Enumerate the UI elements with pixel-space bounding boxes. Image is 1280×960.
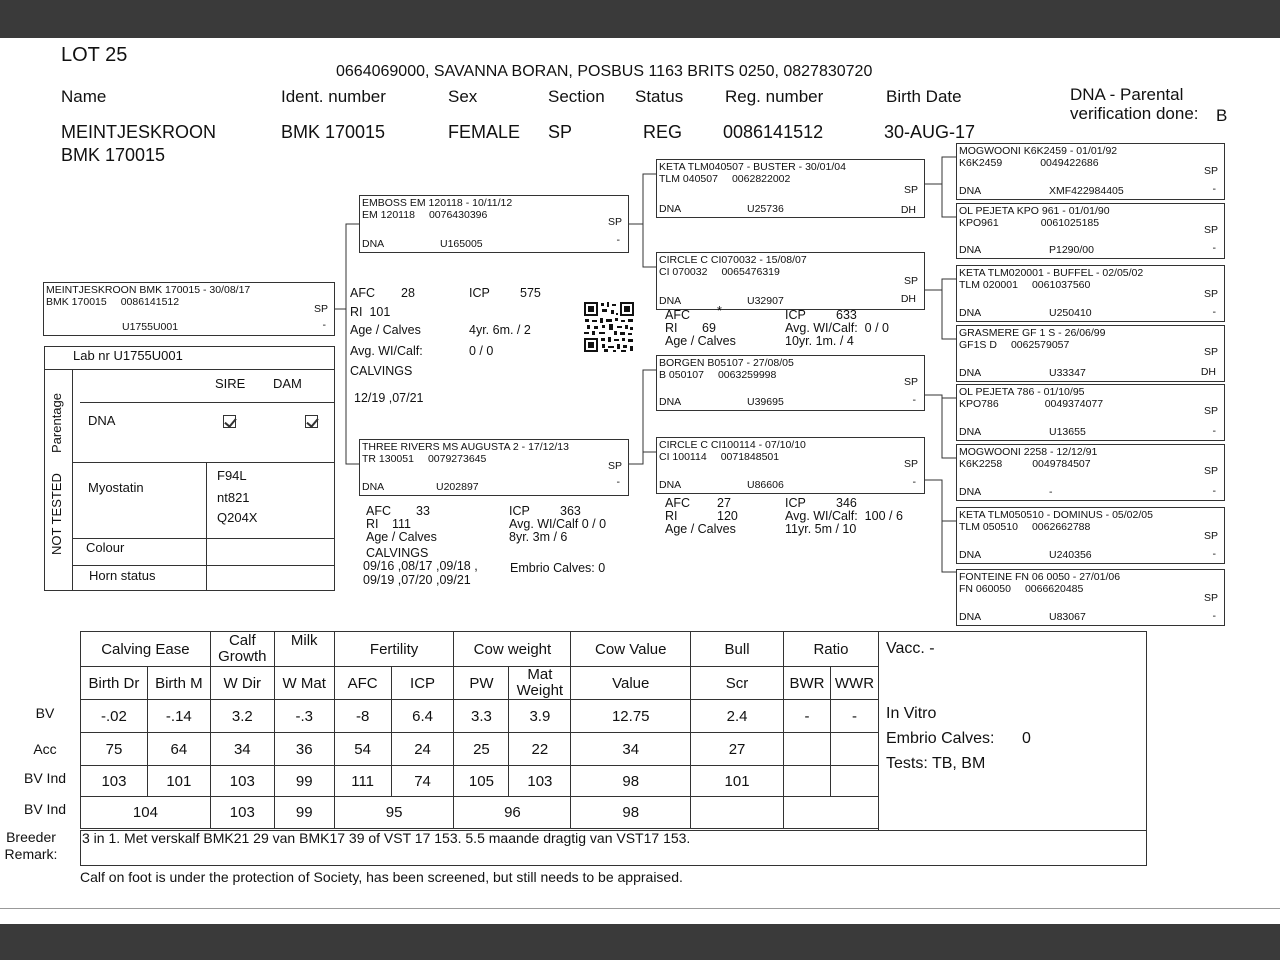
g3-section: SP bbox=[1203, 288, 1218, 300]
bvind-cell bbox=[830, 766, 878, 797]
subject-afc-label: AFC bbox=[350, 286, 375, 300]
subject-calvings-label: CALVINGS bbox=[350, 364, 413, 378]
acc-cell bbox=[783, 733, 830, 766]
animal-reg: 0086141512 bbox=[723, 122, 824, 142]
dam-icp: 363 bbox=[560, 504, 581, 518]
row-label-bvind-2: BV Ind bbox=[23, 801, 67, 817]
breeder-contact: 0664069000, SAVANNA BORAN, POSBUS 1163 BRITS 0250, 0827830720 bbox=[336, 63, 873, 80]
dam-icp-label: ICP bbox=[509, 504, 530, 518]
embrio-calves-label: Embrio Calves: bbox=[886, 730, 995, 747]
g8-dna-label: DNA bbox=[959, 611, 982, 623]
g4-title: GRASMERE GF 1 S - 26/06/99 bbox=[959, 327, 1106, 339]
g2-dna-label: DNA bbox=[959, 244, 982, 256]
dam-embrio-calves: Embrio Calves: 0 bbox=[510, 561, 606, 575]
bvind2-cell: 95 bbox=[334, 797, 454, 829]
subject-title: MEINTJESKROON BMK 170015 - 30/08/17 bbox=[46, 284, 251, 296]
g3-title: KETA TLM020001 - BUFFEL - 02/05/02 bbox=[959, 267, 1144, 279]
dam-age-label: Age / Calves bbox=[366, 530, 437, 544]
dam-ri: 111 bbox=[392, 517, 412, 531]
g1-ident: K6K2459 bbox=[959, 157, 1003, 169]
lab-dam: DAM bbox=[273, 376, 302, 391]
remark-label-2: Remark: bbox=[4, 846, 58, 862]
subject-icp: 575 bbox=[520, 286, 541, 300]
sire-dna: U165005 bbox=[440, 238, 483, 250]
sd-wi-label: Avg. WI/Calf: bbox=[785, 321, 858, 335]
dam-wi-row bbox=[509, 518, 606, 530]
g7-ext: - bbox=[1212, 548, 1216, 560]
sd-icp: 633 bbox=[836, 308, 857, 322]
bv-cell: 6.4 bbox=[391, 700, 454, 733]
sd-ri: 69 bbox=[702, 321, 716, 335]
acc-cell: 36 bbox=[274, 733, 334, 766]
dam-calvings-1: 09/16 ,08/17 ,09/18 , bbox=[363, 559, 478, 573]
bv-row bbox=[81, 700, 879, 733]
header-section: Section bbox=[548, 87, 605, 106]
bvind-cell: 105 bbox=[454, 766, 509, 797]
animal-ident: BMK 170015 bbox=[281, 122, 386, 142]
dam-dna: U202897 bbox=[436, 481, 479, 493]
row-label-bv: BV bbox=[35, 705, 55, 721]
dd-reg: 0071848501 bbox=[720, 451, 780, 463]
bvind-group-row bbox=[81, 797, 879, 829]
ss-section: SP bbox=[903, 184, 918, 196]
myostatin-q204x: Q204X bbox=[217, 510, 258, 525]
colour-label: Colour bbox=[86, 540, 125, 555]
dd-wi-label: Avg. WI/Calf: bbox=[785, 509, 858, 523]
dam-wi: 0 / 0 bbox=[581, 517, 607, 531]
subject-ri-label: RI bbox=[350, 305, 363, 319]
group-ratio: Ratio bbox=[783, 632, 878, 667]
dam-afc: 33 bbox=[416, 504, 430, 518]
subject-ri: 101 bbox=[369, 305, 391, 319]
lab-dna: DNA bbox=[88, 413, 116, 428]
ds-section: SP bbox=[903, 376, 918, 388]
g3-ext: - bbox=[1212, 306, 1216, 318]
header-dna-2: verification done: bbox=[1070, 104, 1199, 123]
acc-cell: 34 bbox=[571, 733, 691, 766]
ds-dna: U39695 bbox=[747, 396, 784, 408]
dd-icp-label: ICP bbox=[785, 496, 806, 510]
header-ident: Ident. number bbox=[281, 87, 386, 106]
sd-section: SP bbox=[903, 275, 918, 287]
group-calf-growth: Calf Growth bbox=[210, 632, 274, 667]
g6-ext: - bbox=[1212, 485, 1216, 497]
myostatin-label: Myostatin bbox=[88, 480, 144, 495]
ds-ident: B 050107 bbox=[659, 369, 704, 381]
subject-wi: 0 / 0 bbox=[469, 344, 494, 358]
ss-reg: 0062822002 bbox=[731, 173, 791, 185]
g3-ident: TLM 020001 bbox=[959, 279, 1018, 291]
acc-row bbox=[81, 733, 879, 766]
g6-ident: K6K2258 bbox=[959, 458, 1003, 470]
footer-note: Calf on foot is under the protection of Society, has been screened, but still needs to be appraised. bbox=[80, 869, 683, 885]
g8-reg: 0066620485 bbox=[1024, 583, 1084, 595]
subject-age: 4yr. 6m. / 2 bbox=[469, 323, 531, 337]
bv-cell: 3.9 bbox=[509, 700, 571, 733]
g7-title: KETA TLM050510 - DOMINUS - 05/02/05 bbox=[959, 509, 1153, 521]
sd-icp-label: ICP bbox=[785, 308, 806, 322]
g7-dna-label: DNA bbox=[959, 549, 982, 561]
dam-afc-label: AFC bbox=[366, 504, 391, 518]
bv-cell: -.3 bbox=[274, 700, 334, 733]
remark-label-1: Breeder bbox=[6, 829, 56, 845]
acc-cell: 27 bbox=[691, 733, 784, 766]
sire-ident: EM 120118 bbox=[362, 209, 415, 221]
in-vitro: In Vitro bbox=[886, 705, 937, 722]
dd-ident: CI 100114 bbox=[659, 451, 707, 463]
embrio-calves-value: 0 bbox=[1022, 730, 1031, 747]
acc-cell: 24 bbox=[391, 733, 454, 766]
col-bwr: BWR bbox=[783, 667, 830, 700]
sd-ident: CI 070032 bbox=[659, 266, 708, 278]
dd-age: 11yr. 5m / 10 bbox=[785, 522, 857, 536]
sd-title: CIRCLE C CI070032 - 15/08/07 bbox=[659, 254, 807, 266]
dd-dna-label: DNA bbox=[659, 479, 682, 491]
header-sex: Sex bbox=[448, 87, 478, 106]
sd-age: 10yr. 1m. / 4 bbox=[785, 334, 854, 348]
col-mat-weight: Mat Weight bbox=[509, 667, 571, 700]
bvind-cell: 74 bbox=[391, 766, 454, 797]
animal-name: MEINTJESKROON bbox=[61, 122, 217, 142]
bv-cell: -8 bbox=[334, 700, 391, 733]
subject-calvings: 12/19 ,07/21 bbox=[354, 391, 424, 405]
bv-cell: 2.4 bbox=[691, 700, 784, 733]
g2-reg: 0061025185 bbox=[1040, 217, 1100, 229]
g2-section: SP bbox=[1203, 224, 1218, 236]
header-name: Name bbox=[61, 87, 107, 106]
g8-dna: U83067 bbox=[1049, 611, 1086, 623]
sire-ext: - bbox=[616, 234, 620, 246]
sd-afc-label: AFC bbox=[665, 308, 690, 322]
g7-reg: 0062662788 bbox=[1031, 521, 1091, 533]
tests: Tests: TB, BM bbox=[886, 755, 986, 772]
g5-dna-label: DNA bbox=[959, 426, 982, 438]
bvind2-cell: 98 bbox=[571, 797, 691, 829]
g5-section: SP bbox=[1203, 405, 1218, 417]
ds-dna-label: DNA bbox=[659, 396, 682, 408]
header-reg: Reg. number bbox=[725, 87, 824, 106]
bv-cell: -.14 bbox=[147, 700, 210, 733]
sire-title: EMBOSS EM 120118 - 10/11/12 bbox=[362, 197, 513, 209]
bvind2-cell: 99 bbox=[274, 797, 334, 829]
ds-reg: 0063259998 bbox=[717, 369, 777, 381]
g3-dna-label: DNA bbox=[959, 307, 982, 319]
ds-title: BORGEN B05107 - 27/08/05 bbox=[659, 357, 794, 369]
animal-birth: 30-AUG-17 bbox=[884, 122, 976, 142]
g8-ident: FN 060050 bbox=[959, 583, 1011, 595]
dd-section: SP bbox=[903, 458, 918, 470]
g1-dna: XMF422984405 bbox=[1049, 185, 1124, 197]
g5-ident: KPO786 bbox=[959, 398, 999, 410]
sire-section: SP bbox=[607, 216, 622, 228]
g2-ext: - bbox=[1212, 242, 1216, 254]
g5-reg: 0049374077 bbox=[1044, 398, 1104, 410]
bvind-cell: 111 bbox=[334, 766, 391, 797]
group-cow-weight: Cow weight bbox=[454, 632, 571, 667]
bvind2-cell: 103 bbox=[210, 797, 274, 829]
subject-reg: 0086141512 bbox=[120, 296, 180, 308]
bvind-cell: 101 bbox=[691, 766, 784, 797]
g7-section: SP bbox=[1203, 530, 1218, 542]
dam-section: SP bbox=[607, 460, 622, 472]
horn-status-label: Horn status bbox=[89, 568, 156, 583]
group-cow-value: Cow Value bbox=[571, 632, 691, 667]
sd-wi-row bbox=[785, 322, 889, 334]
dam-age: 8yr. 3m / 6 bbox=[509, 530, 568, 544]
bvind-cell: 103 bbox=[210, 766, 274, 797]
g1-section: SP bbox=[1203, 165, 1218, 177]
lot-number: LOT 25 bbox=[61, 44, 128, 66]
subject-afc: 28 bbox=[401, 286, 415, 300]
subject-dna: U1755U001 bbox=[122, 321, 179, 333]
sd-dna: U32907 bbox=[747, 295, 784, 307]
subject-ident: BMK 170015 bbox=[46, 296, 107, 308]
dd-ext: - bbox=[912, 476, 916, 488]
col-birth-m: Birth M bbox=[147, 667, 210, 700]
g1-ext: - bbox=[1212, 183, 1216, 195]
sd-ext: DH bbox=[900, 293, 916, 305]
subject-icp-label: ICP bbox=[469, 286, 490, 300]
bv-cell: 12.75 bbox=[571, 700, 691, 733]
dam-ext: - bbox=[616, 476, 620, 488]
lab-number: Lab nr U1755U001 bbox=[73, 348, 183, 363]
vacc: Vacc. - bbox=[886, 640, 935, 657]
acc-cell: 22 bbox=[509, 733, 571, 766]
bv-cell: 3.2 bbox=[210, 700, 274, 733]
ss-dna-label: DNA bbox=[659, 203, 682, 215]
acc-cell: 25 bbox=[454, 733, 509, 766]
bvind2-cell bbox=[783, 797, 878, 829]
bvind-row bbox=[81, 766, 879, 797]
sd-wi: 0 / 0 bbox=[864, 321, 889, 335]
dd-dna: U86606 bbox=[747, 479, 784, 491]
subject-age-label: Age / Calves bbox=[350, 323, 421, 337]
bv-cell: - bbox=[830, 700, 878, 733]
breeding-value-table bbox=[80, 631, 879, 829]
group-fertility: Fertility bbox=[334, 632, 454, 667]
bv-cell: 3.3 bbox=[454, 700, 509, 733]
acc-cell: 34 bbox=[210, 733, 274, 766]
g6-dna-label: DNA bbox=[959, 486, 982, 498]
col-afc: AFC bbox=[334, 667, 391, 700]
bvind-cell: 98 bbox=[571, 766, 691, 797]
animal-name-2: BMK 170015 bbox=[61, 145, 166, 165]
dd-icp: 346 bbox=[836, 496, 857, 510]
g6-section: SP bbox=[1203, 465, 1218, 477]
g4-dna-label: DNA bbox=[959, 367, 982, 379]
g7-dna: U240356 bbox=[1049, 549, 1092, 561]
acc-cell: 64 bbox=[147, 733, 210, 766]
dam-ri-label: RI bbox=[366, 517, 379, 531]
ss-ident: TLM 040507 bbox=[659, 173, 718, 185]
g4-section: SP bbox=[1203, 346, 1218, 358]
bvind-cell bbox=[783, 766, 830, 797]
dd-title: CIRCLE C CI100114 - 07/10/10 bbox=[659, 439, 806, 451]
acc-cell: 75 bbox=[81, 733, 148, 766]
dd-afc: 27 bbox=[717, 496, 731, 510]
dd-ri: 120 bbox=[717, 509, 738, 523]
bv-cell: -.02 bbox=[81, 700, 148, 733]
g6-dna: - bbox=[1049, 486, 1053, 498]
sd-reg: 0065476319 bbox=[721, 266, 780, 278]
myostatin-f94l: F94L bbox=[217, 468, 247, 483]
dd-ri-label: RI bbox=[665, 509, 678, 523]
subject-ext: - bbox=[322, 319, 326, 331]
header-birth: Birth Date bbox=[886, 87, 962, 106]
dd-age-label: Age / Calves bbox=[665, 522, 736, 536]
dam-wi-label: Avg. WI/Calf bbox=[509, 517, 579, 531]
sd-age-label: Age / Calves bbox=[665, 334, 736, 348]
g2-title: OL PEJETA KPO 961 - 01/01/90 bbox=[959, 205, 1110, 217]
bvind-cell: 103 bbox=[509, 766, 571, 797]
sd-afc: * bbox=[717, 304, 722, 318]
animal-sex: FEMALE bbox=[448, 122, 521, 142]
ss-title: KETA TLM040507 - BUSTER - 30/01/04 bbox=[659, 161, 846, 173]
g1-dna-label: DNA bbox=[959, 185, 982, 197]
col-value: Value bbox=[571, 667, 691, 700]
dd-afc-label: AFC bbox=[665, 496, 690, 510]
acc-cell bbox=[830, 733, 878, 766]
group-milk: Milk bbox=[274, 632, 334, 667]
g4-reg: 0062579057 bbox=[1010, 339, 1070, 351]
g1-title: MOGWOONI K6K2459 - 01/01/92 bbox=[959, 145, 1118, 157]
g8-section: SP bbox=[1203, 592, 1218, 604]
remark-text: 3 in 1. Met verskalf BMK21 29 van BMK17 39 of VST 17 153. 5.5 maande dragtig van VST17 153. bbox=[82, 830, 691, 846]
g3-reg: 0061037560 bbox=[1031, 279, 1091, 291]
g7-ident: TLM 050510 bbox=[959, 521, 1018, 533]
g1-reg: 0049422686 bbox=[1040, 157, 1099, 169]
dam-ident: TR 130051 bbox=[362, 453, 414, 465]
bvind2-cell: 104 bbox=[81, 797, 211, 829]
row-label-acc: Acc bbox=[33, 741, 57, 757]
acc-cell: 54 bbox=[334, 733, 391, 766]
dam-calvings-2: 09/19 ,07/20 ,09/21 bbox=[363, 573, 471, 587]
bvind2-cell bbox=[691, 797, 784, 829]
dam-calvings-label: CALVINGS bbox=[366, 546, 429, 560]
g8-ext: - bbox=[1212, 610, 1216, 622]
sd-ri-label: RI bbox=[665, 321, 678, 335]
col-icp: ICP bbox=[391, 667, 454, 700]
dna-done-value: B bbox=[1216, 106, 1228, 125]
lab-sire: SIRE bbox=[215, 376, 246, 391]
ss-dna: U25736 bbox=[747, 203, 784, 215]
col-scr: Scr bbox=[691, 667, 784, 700]
bvind-cell: 103 bbox=[81, 766, 148, 797]
g4-ident: GF1S D bbox=[959, 339, 997, 351]
col-w-dir: W Dir bbox=[210, 667, 274, 700]
group-calving-ease: Calving Ease bbox=[81, 632, 211, 667]
g6-title: MOGWOONI 2258 - 12/12/91 bbox=[959, 446, 1098, 458]
col-pw: PW bbox=[454, 667, 509, 700]
subject-section: SP bbox=[313, 303, 328, 315]
g5-ext: - bbox=[1212, 425, 1216, 437]
bvind2-cell: 96 bbox=[454, 797, 571, 829]
dd-wi-row bbox=[785, 510, 903, 522]
parentage-label: Parentage bbox=[49, 393, 64, 453]
col-w-mat: W Mat bbox=[274, 667, 334, 700]
bvind-cell: 101 bbox=[147, 766, 210, 797]
subject-wi-label: Avg. WI/Calf: bbox=[350, 344, 423, 358]
dam-title: THREE RIVERS MS AUGUSTA 2 - 17/12/13 bbox=[362, 441, 569, 453]
dam-dna-label: DNA bbox=[362, 481, 385, 493]
sd-dna-label: DNA bbox=[659, 295, 682, 307]
bvind-cell: 99 bbox=[274, 766, 334, 797]
col-birth-dr: Birth Dr bbox=[81, 667, 148, 700]
myostatin-nt821: nt821 bbox=[217, 490, 250, 505]
ds-ext: - bbox=[912, 394, 916, 406]
col-wwr: WWR bbox=[830, 667, 878, 700]
dam-reg: 0079273645 bbox=[427, 453, 487, 465]
animal-status: REG bbox=[643, 122, 683, 142]
g6-reg: 0049784507 bbox=[1032, 458, 1091, 470]
bv-cell: - bbox=[783, 700, 830, 733]
g2-ident: KPO961 bbox=[959, 217, 999, 229]
g5-title: OL PEJETA 786 - 01/10/95 bbox=[959, 386, 1085, 398]
not-tested-label: NOT TESTED bbox=[49, 473, 64, 555]
header-status: Status bbox=[635, 87, 684, 106]
dd-wi: 100 / 6 bbox=[864, 509, 903, 523]
g3-dna: U250410 bbox=[1049, 307, 1092, 319]
sire-dna-label: DNA bbox=[362, 238, 385, 250]
ss-ext: DH bbox=[900, 204, 916, 216]
g5-dna: U13655 bbox=[1049, 426, 1086, 438]
g2-dna: P1290/00 bbox=[1049, 244, 1094, 256]
g8-title: FONTEINE FN 06 0050 - 27/01/06 bbox=[959, 571, 1121, 583]
animal-section: SP bbox=[548, 122, 573, 142]
header-dna-1: DNA - Parental bbox=[1070, 85, 1184, 104]
g4-dna: U33347 bbox=[1049, 367, 1086, 379]
group-bull: Bull bbox=[691, 632, 784, 667]
row-label-bvind: BV Ind bbox=[23, 770, 67, 786]
sire-reg: 0076430396 bbox=[428, 209, 488, 221]
g4-ext: DH bbox=[1200, 366, 1216, 378]
